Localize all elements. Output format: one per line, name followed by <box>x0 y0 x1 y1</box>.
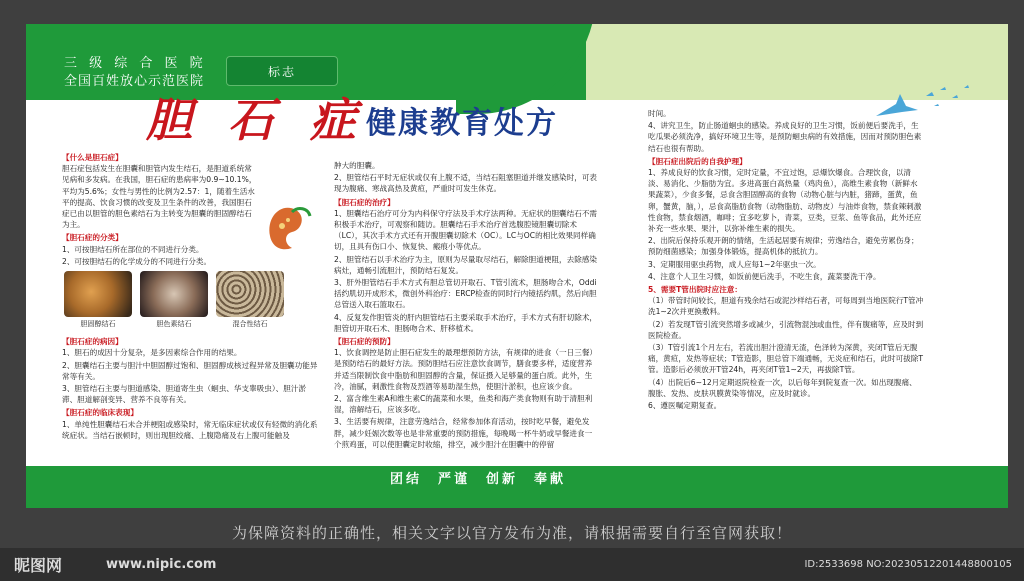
paragraph: 3、生活要有规律，注意劳逸结合，经常参加体育活动，按时吃早餐，避免发胖，减少妊娠次数等也是非常重要的预防措施，每晚喝一杯牛奶或早餐进食一个煎鸡蛋，可以使胆囊定时收缩，排空，减少胆汁在胆囊中的停留 <box>334 417 593 449</box>
paragraph: 2、出院后保持乐观开朗的情绪，生活起居要有规律；劳逸结合，避免劳累伤身；预防细菌感染；加强身体锻炼，提高机体的抵抗力。 <box>648 236 919 257</box>
section-heading: 【胆石症的预防】 <box>334 337 395 347</box>
paragraph: （2）若发现T管引流突然增多或减少，引流物混浊或血性，伴有腹痛等，应及时到医院检查。 <box>648 319 924 340</box>
section-heading: 【胆石症出院后的自我护理】 <box>648 156 747 166</box>
paragraph: （3）T管引流1个月左右，若流出胆汁澄清无渣，色泽转为深黄，夹闭T管后无腹痛，黄疸，发热等症状；T管造影，胆总管下端通畅，无炎症和结石，此时可拔除T管。造影后必须放开T管24h，再夹闭T管1~2天，再拔除T管。 <box>648 343 924 375</box>
paragraph: 胆石症包括发生在胆囊和胆管内发生结石，是胆道系统常见病和多发病。在我国，胆石症的患病率为0.9~10.1%，平均为5.6%；女性与男性的比例为2.57：1，随着生活水平的提高、饮食习惯的改变及卫生条件的改善，我国胆石症已由以胆管的胆色素结石为主转变为胆囊的胆固醇结石为主。 <box>62 164 257 230</box>
paragraph: 1、可按胆结石所在部位的不同进行分类。 <box>62 244 204 254</box>
paragraph: （4）出院后6~12月定期返院检查一次，以后每年到院复查一次。如出现腹痛、腹胀、发热、皮肤巩膜黄染等情况，应及时就诊。 <box>648 377 917 398</box>
column-2 <box>334 160 598 451</box>
paragraph: 1、胆囊结石治疗可分为内科保守疗法及手术疗法两种。无症状的胆囊结石不需积极手术治疗，可观察和随访。胆囊结石手术治疗首选腹腔镜胆囊切除术（LC），其次手术方式还有开腹胆囊切除术（OC）。LC与OC的相比效果同样确切，且具有伤口小、恢复快、瘢痕小等优点。 <box>334 208 598 252</box>
gallbladder-diagram-icon <box>262 196 318 254</box>
paragraph: 2、胆管结石平时无症状或仅有上腹不适，当结石阻塞胆道并继发感染时，可表现为腹痛、寒战高热及黄疸，严重时可发生休克。 <box>334 173 598 194</box>
mixed-stone-image <box>216 271 284 317</box>
paragraph: 3、肝外胆管结石手术方式有胆总管切开取石、T管引流术，胆肠吻合术，Oddi括约肌切开成形术，微创外科治疗：ERCP检查的同时行内镜括约肌，然后向胆总管送入取石篮取石。 <box>334 278 597 310</box>
paragraph: 2、可按胆结石的化学成分的不同进行分类。 <box>62 256 212 266</box>
paragraph: 1、单纯性胆囊结石未合并梗阻或感染时，常无临床症状或仅有轻微的消化系统症状。当结石嵌顿时，则出现胆绞痛、上腹隐痛及右上腹可能触及 <box>62 419 318 440</box>
column-1 <box>62 150 320 442</box>
section-heading: 【胆石症的治疗】 <box>334 197 395 207</box>
section-heading: 【胆石症的分类】 <box>62 233 123 243</box>
paragraph: 4、反复发作胆管炎的肝内胆管结石主要采取手术治疗，手术方式有肝切除术，胆管切开取石术、胆肠吻合术、肝移植术。 <box>334 312 598 333</box>
paragraph: 1、饮食调控是防止胆石症发生的最理想预防方法，有规律的进食（一日三餐）是预防结石的最好方法。预防胆结石应注意饮食调节，膳食要多样，适度营养并适当限制饮食中脂肪和胆固醇的含量，保证摄入足够量的蛋白质。此外，生冷，油腻，刺激性食物及烈酒等易助湿生热，使胆汁淤积，也应该少食。 <box>334 348 598 391</box>
cholesterol-stone-image <box>64 271 132 317</box>
paragraph: 2、胆囊结石主要与胆汁中胆固醇过饱和、胆固醇成核过程异常及胆囊功能异常等有关。 <box>62 360 318 381</box>
nipic-logo: 昵图网 <box>14 556 63 575</box>
paragraph: 2、胆管结石以手术治疗为主，原则为尽量取尽结石，解除胆道梗阻，去除感染病灶，通畅引流胆汁，预防结石复发。 <box>334 254 598 275</box>
logo-placeholder: 标志 <box>226 56 338 86</box>
section-heading: 5、需要T管出院时应注意： <box>648 285 742 295</box>
paragraph: 3、胆管结石主要与胆道感染、胆道寄生虫（蛔虫、华支睾吸虫）、胆汁淤滞、胆道解剖变异、营养不良等有关。 <box>62 384 307 405</box>
paragraph: 3、定期服用驱虫药物，成人应每1~2年驱虫一次。 <box>648 259 821 269</box>
title-sub: 健康教育处方 <box>366 106 558 141</box>
section-heading: 【胆石症的病因】 <box>62 337 123 347</box>
caption: 胆色素结石 <box>156 320 192 329</box>
section-heading: 【胆石症的临床表现】 <box>62 408 138 418</box>
stone-images <box>64 271 320 317</box>
paragraph: 肿大的胆囊。 <box>334 161 380 170</box>
stone-captions <box>64 319 320 330</box>
column-3 <box>648 108 924 412</box>
section-heading: 【什么是胆石症】 <box>62 153 123 162</box>
paragraph: 4、讲究卫生，防止肠道蛔虫的感染。养成良好的卫生习惯，饭前便后要洗手，生吃瓜果必须洗净，搞好环境卫生等，是预防蛔虫病的有效措施，因而对预防胆色素结石也很有帮助。 <box>648 121 922 153</box>
hospital-line-1: 三 级 综 合 医 院 <box>64 56 207 71</box>
caption: 胆固醇结石 <box>80 320 116 329</box>
paragraph: 2、富含维生素A和维生素C的蔬菜和水果，鱼类和海产类食物则有助于清胆利湿，溶解结石，应该多吃。 <box>334 394 593 415</box>
footer-slogan: 团结 严谨 创新 奉献 <box>390 472 567 487</box>
poster-board <box>26 24 1008 508</box>
paragraph: 时间。 <box>648 109 671 118</box>
nipic-url: www.nipic.com <box>106 557 217 572</box>
title-main: 胆 石 症 <box>146 93 367 147</box>
pigment-stone-image <box>140 271 208 317</box>
paragraph: （1）带管时间较长，胆道有残余结石或泥沙样结石者，可每周到当地医院行T管冲洗1~2次并更换敷料。 <box>648 296 924 317</box>
paragraph: 6、遵医嘱定期复查。 <box>648 401 722 411</box>
watermark-notice: 为保障资料的正确性，相关文字以官方发布为准，请根据需要自行至官网获取！ <box>231 524 792 542</box>
paragraph: 4、注意个人卫生习惯，如饭前便后洗手，不吃生食，蔬菜要洗干净。 <box>648 271 881 281</box>
paragraph: 1、养成良好的饮食习惯，定时定量，不宜过饱，忌爆饮爆食。合理饮食，以清淡、易消化、少脂肪为宜。多进高蛋白高热量（鸡肉鱼），高维生素食物（新鲜水果蔬菜），少食多餐，忌食含胆固醇高的食物（动物心脏与内脏，猪蹄，蛋黄，鱼卵，蟹黄，脑，），忌食高脂肪食物（动物脂肪、动物皮）与油炸食物，禁食辣刺激性食物，禁食烟酒，咖啡；宜多吃萝卜，青菜，豆类，豆浆、鱼等食品，此外还应补充一些水果、果汁，以弥补维生素的损失。 <box>648 168 922 234</box>
hospital-line-2: 全国百姓放心示范医院 <box>64 74 205 89</box>
image-id: ID:2533698 NO:20230512201448800105 <box>804 559 1012 570</box>
caption: 混合性结石 <box>232 320 268 329</box>
paragraph: 1、胆石的成因十分复杂，是多因素综合作用的结果。 <box>62 348 242 358</box>
